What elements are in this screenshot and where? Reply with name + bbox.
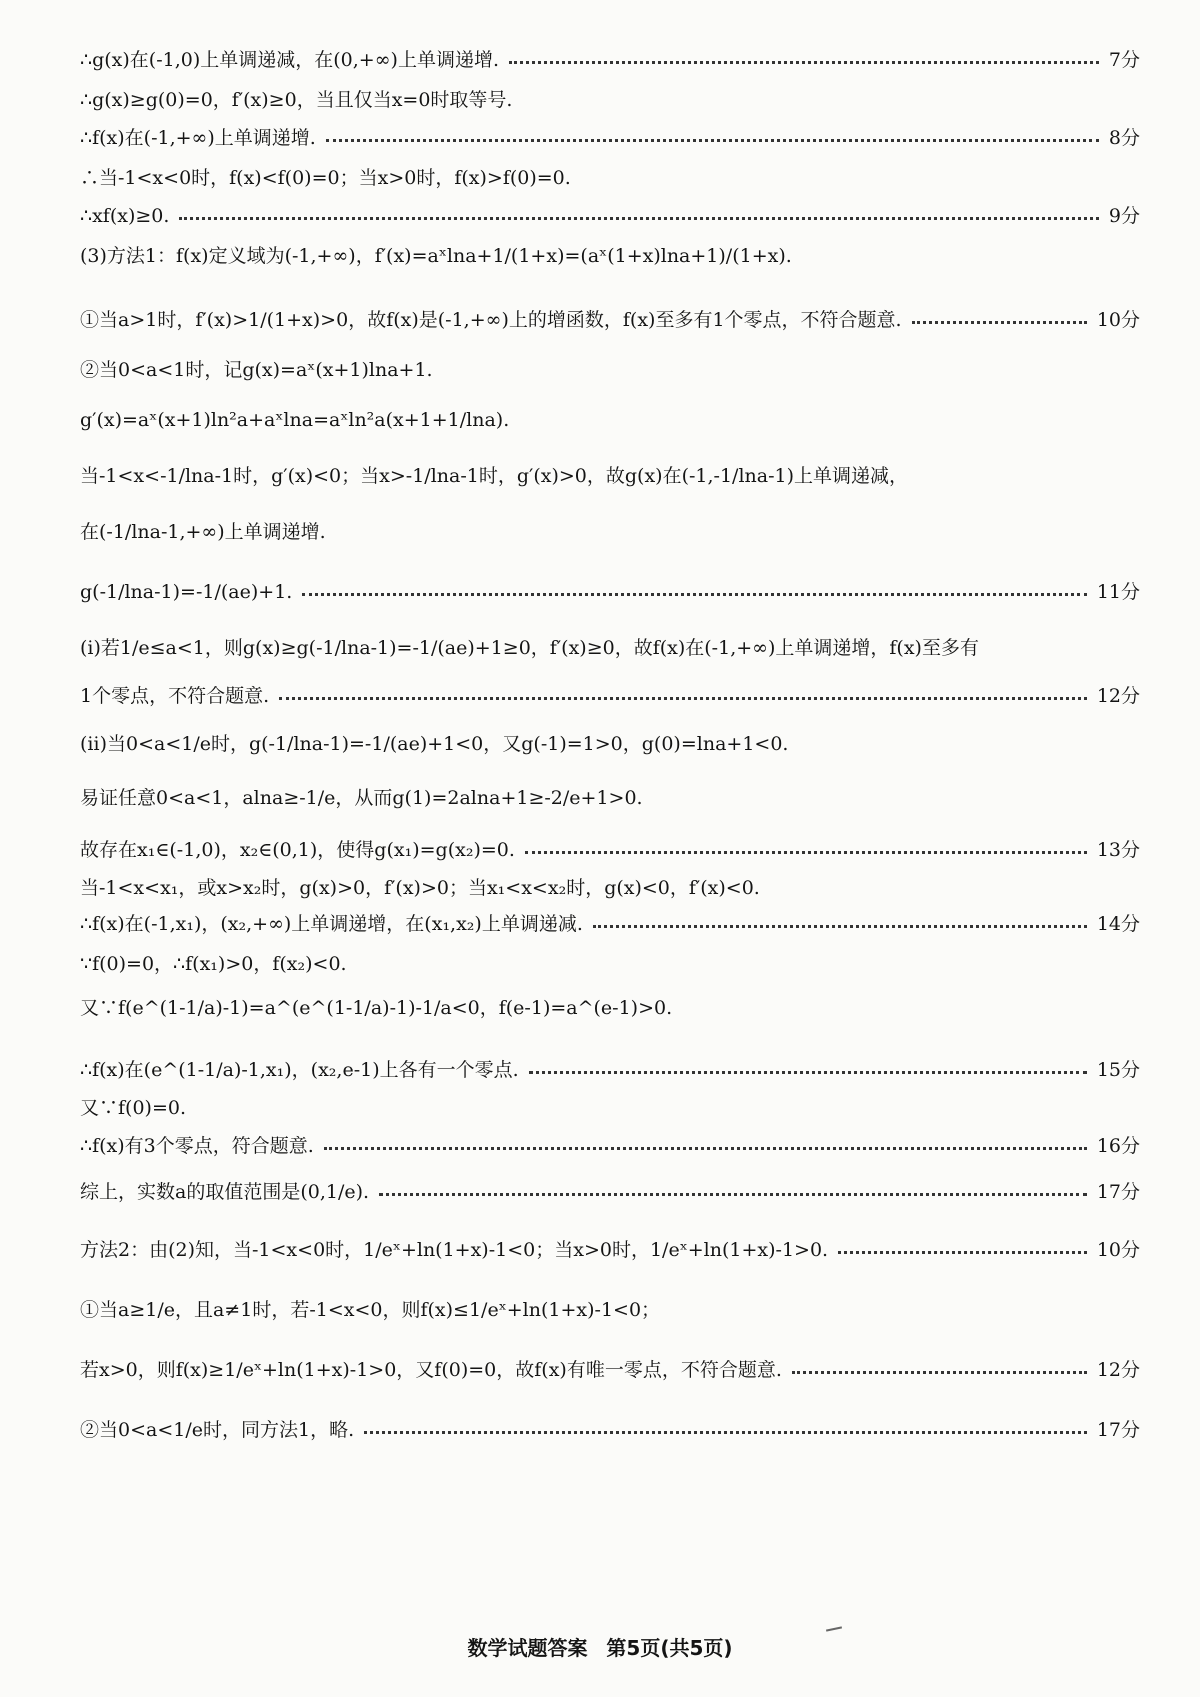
- solution-line: [80, 88, 1140, 113]
- score-label: 7分: [1108, 49, 1140, 71]
- line-text: ∴f(x)在(e^(1-1/a)-1,x₁)，(x₂,e-1)上各有一个零点.: [80, 1059, 519, 1081]
- solution-line: [80, 786, 1140, 811]
- dot-leader: [529, 1071, 1087, 1074]
- line-text: 若x>0，则f(x)≥1/eˣ+ln(1+x)-1>0，又f(0)=0，故f(x)有唯一零点，不符合题意.: [80, 1359, 782, 1381]
- footer-page-number: 第5页(共5页): [606, 1636, 733, 1660]
- score-label: 17分: [1096, 1419, 1140, 1441]
- solution-line: [80, 1134, 1140, 1159]
- solution-line: [80, 408, 1140, 433]
- solution-line: [80, 166, 1140, 191]
- dot-leader: [302, 593, 1086, 596]
- dot-leader: [279, 697, 1087, 700]
- solution-line: [80, 1238, 1140, 1263]
- score-label: 9分: [1108, 205, 1140, 227]
- dot-leader: [324, 1147, 1087, 1150]
- dot-leader: [525, 851, 1087, 854]
- solution-line: [80, 912, 1140, 937]
- score-label: 10分: [1096, 1239, 1140, 1261]
- score-label: 8分: [1108, 127, 1140, 149]
- solution-line: [80, 520, 1140, 545]
- solution-line: [80, 308, 1140, 333]
- solution-line: [80, 244, 1140, 269]
- solution-line: [80, 580, 1140, 605]
- line-text: ∴g(x)≥g(0)=0，f′(x)≥0，当且仅当x=0时取等号.: [80, 89, 513, 111]
- solution-line: [80, 1358, 1140, 1383]
- dot-leader: [326, 139, 1099, 142]
- dot-leader: [912, 321, 1087, 324]
- score-label: 12分: [1096, 685, 1140, 707]
- solution-line: [80, 126, 1140, 151]
- solution-line: [80, 1298, 1140, 1323]
- dot-leader: [179, 217, 1098, 220]
- line-text: ∴g(x)在(-1,0)上单调递减，在(0,+∞)上单调递增.: [80, 49, 499, 71]
- score-label: 15分: [1096, 1059, 1140, 1081]
- score-label: 13分: [1096, 839, 1140, 861]
- solution-line: [80, 684, 1140, 709]
- solution-line: [80, 732, 1140, 757]
- line-text: 1个零点，不符合题意.: [80, 685, 270, 707]
- solution-line: [80, 636, 1140, 661]
- line-text: ②当0<a<1/e时，同方法1，略.: [80, 1419, 355, 1441]
- line-text: g′(x)=aˣ(x+1)ln²a+aˣlna=aˣln²a(x+1+1/lna).: [80, 409, 510, 431]
- line-text: ∴f(x)有3个零点，符合题意.: [80, 1135, 314, 1157]
- line-text: ∴f(x)在(-1,x₁)，(x₂,+∞)上单调递增，在(x₁,x₂)上单调递减.: [80, 913, 583, 935]
- page-footer: [0, 1632, 1200, 1661]
- dot-leader: [593, 925, 1087, 928]
- pen-mark: [826, 1626, 842, 1631]
- line-text: (3)方法1：f(x)定义域为(-1,+∞)，f′(x)=aˣlna+1/(1+x)=(aˣ(1+x)lna+1)/(1+x).: [80, 245, 792, 267]
- solution-line: [80, 204, 1140, 229]
- score-label: 12分: [1096, 1359, 1140, 1381]
- line-text: 又∵f(e^(1-1/a)-1)=a^(e^(1-1/a)-1)-1/a<0，f(e-1)=a^(e-1)>0.: [80, 997, 673, 1019]
- score-label: 11分: [1096, 581, 1140, 603]
- line-text: ①当a≥1/e，且a≠1时，若-1<x<0，则f(x)≤1/eˣ+ln(1+x)-1<0；: [80, 1299, 661, 1321]
- line-text: ①当a>1时，f′(x)>1/(1+x)>0，故f(x)是(-1,+∞)上的增函数，f(x)至多有1个零点，不符合题意.: [80, 309, 902, 331]
- solution-line: [80, 996, 1140, 1021]
- score-label: 16分: [1096, 1135, 1140, 1157]
- line-text: ∴当-1<x<0时，f(x)<f(0)=0；当x>0时，f(x)>f(0)=0.: [80, 167, 571, 189]
- dot-leader: [364, 1431, 1087, 1434]
- solution-line: [80, 1096, 1140, 1121]
- footer-title: 数学试题答案: [467, 1636, 588, 1660]
- score-label: 14分: [1096, 913, 1140, 935]
- dot-leader: [838, 1251, 1087, 1254]
- solution-line: [80, 358, 1140, 383]
- dot-leader: [792, 1371, 1087, 1374]
- solution-line: [80, 1180, 1140, 1205]
- solution-line: [80, 838, 1140, 863]
- line-text: 在(-1/lna-1,+∞)上单调递增.: [80, 521, 326, 543]
- solution-line: [80, 48, 1140, 73]
- line-text: 方法2：由(2)知，当-1<x<0时，1/eˣ+ln(1+x)-1<0；当x>0时，1/eˣ+ln(1+x)-1>0.: [80, 1239, 829, 1261]
- line-text: 综上，实数a的取值范围是(0,1/e).: [80, 1181, 370, 1203]
- line-text: 故存在x₁∈(-1,0)，x₂∈(0,1)，使得g(x₁)=g(x₂)=0.: [80, 839, 515, 861]
- line-text: 又∵f(0)=0.: [80, 1097, 186, 1119]
- dot-leader: [379, 1193, 1087, 1196]
- line-text: 当-1<x<-1/lna-1时，g′(x)<0；当x>-1/lna-1时，g′(x)>0，故g(x)在(-1,-1/lna-1)上单调递减，: [80, 465, 909, 487]
- solution-line: [80, 1418, 1140, 1443]
- score-label: 10分: [1096, 309, 1140, 331]
- dot-leader: [509, 61, 1099, 64]
- line-text: ∴xf(x)≥0.: [80, 205, 170, 227]
- solution-line: [80, 1058, 1140, 1083]
- line-text: (ⅰ)若1/e≤a<1，则g(x)≥g(-1/lna-1)=-1/(ae)+1≥0，f′(x)≥0，故f(x)在(-1,+∞)上单调递增，f(x)至多有: [80, 637, 979, 659]
- solution-line: [80, 464, 1140, 489]
- line-text: ∵f(0)=0，∴f(x₁)>0，f(x₂)<0.: [80, 953, 347, 975]
- solution-line: [80, 876, 1140, 901]
- score-label: 17分: [1096, 1181, 1140, 1203]
- line-text: ②当0<a<1时，记g(x)=aˣ(x+1)lna+1.: [80, 359, 433, 381]
- line-text: 当-1<x<x₁，或x>x₂时，g(x)>0，f′(x)>0；当x₁<x<x₂时，g(x)<0，f′(x)<0.: [80, 877, 760, 899]
- line-text: (ⅱ)当0<a<1/e时，g(-1/lna-1)=-1/(ae)+1<0，又g(-1)=1>0，g(0)=lna+1<0.: [80, 733, 789, 755]
- line-text: 易证任意0<a<1，alna≥-1/e，从而g(1)=2alna+1≥-2/e+1>0.: [80, 787, 643, 809]
- line-text: g(-1/lna-1)=-1/(ae)+1.: [80, 581, 293, 603]
- line-text: ∴f(x)在(-1,+∞)上单调递增.: [80, 127, 316, 149]
- solution-line: [80, 952, 1140, 977]
